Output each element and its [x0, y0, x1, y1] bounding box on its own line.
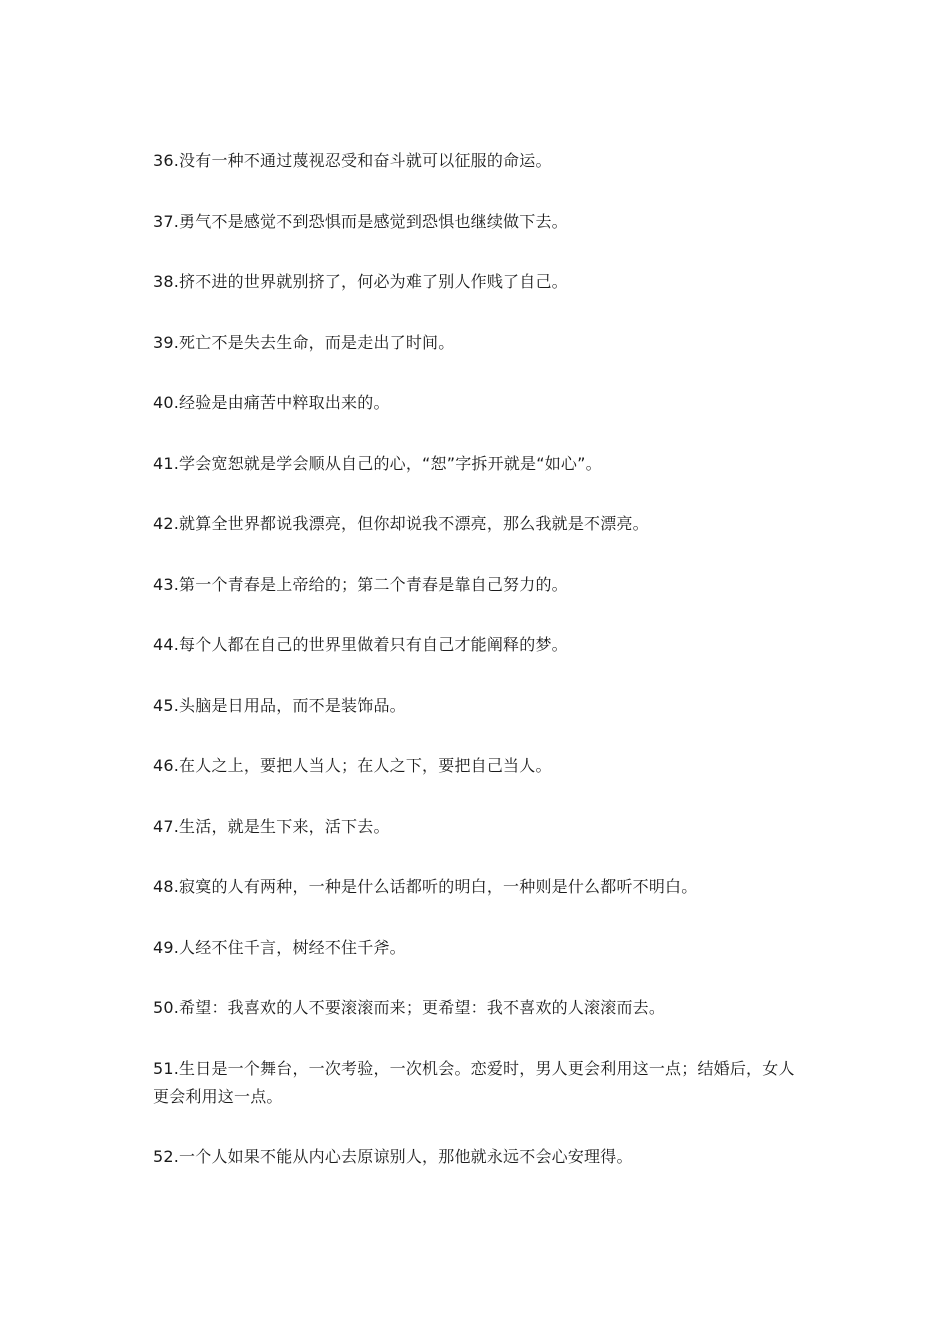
quote-36: 36.没有一种不通过蔑视忍受和奋斗就可以征服的命运。	[153, 151, 552, 170]
quote-list	[153, 147, 803, 1204]
quote-43: 43.第一个青春是上帝给的；第二个青春是靠自己努力的。	[153, 574, 568, 594]
quote-38: 38.挤不进的世界就别挤了，何必为难了别人作贱了自己。	[153, 272, 568, 291]
quote-39: 39.死亡不是失去生命，而是走出了时间。	[153, 332, 455, 352]
quote-41: 41.学会宽恕就是学会顺从自己的心，“恕”字拆开就是“如心”。	[153, 453, 602, 473]
quote-51: 51.生日是一个舞台，一次考验，一次机会。恋爱时，男人更会利用这一点；结婚后，女人更会利用这一点。	[153, 1058, 795, 1106]
quote-46: 46.在人之上，要把人当人；在人之下，要把自己当人。	[153, 756, 552, 775]
quote-44: 44.每个人都在自己的世界里做着只有自己才能阐释的梦。	[153, 635, 568, 654]
quote-42: 42.就算全世界都说我漂亮，但你却说我不漂亮，那么我就是不漂亮。	[153, 514, 649, 533]
quote-37: 37.勇气不是感觉不到恐惧而是感觉到恐惧也继续做下去。	[153, 211, 568, 231]
quote-48: 48.寂寞的人有两种，一种是什么话都听的明白，一种则是什么都听不明白。	[153, 877, 698, 896]
quote-47: 47.生活，就是生下来，活下去。	[153, 816, 390, 836]
quote-45: 45.头脑是日用品，而不是装饰品。	[153, 695, 406, 715]
quote-50: 50.希望：我喜欢的人不要滚滚而来；更希望：我不喜欢的人滚滚而去。	[153, 998, 666, 1017]
quote-52: 52.一个人如果不能从内心去原谅别人，那他就永远不会心安理得。	[153, 1147, 633, 1166]
quote-40: 40.经验是由痛苦中粹取出来的。	[153, 393, 390, 412]
quote-49: 49.人经不住千言，树经不住千斧。	[153, 937, 406, 957]
